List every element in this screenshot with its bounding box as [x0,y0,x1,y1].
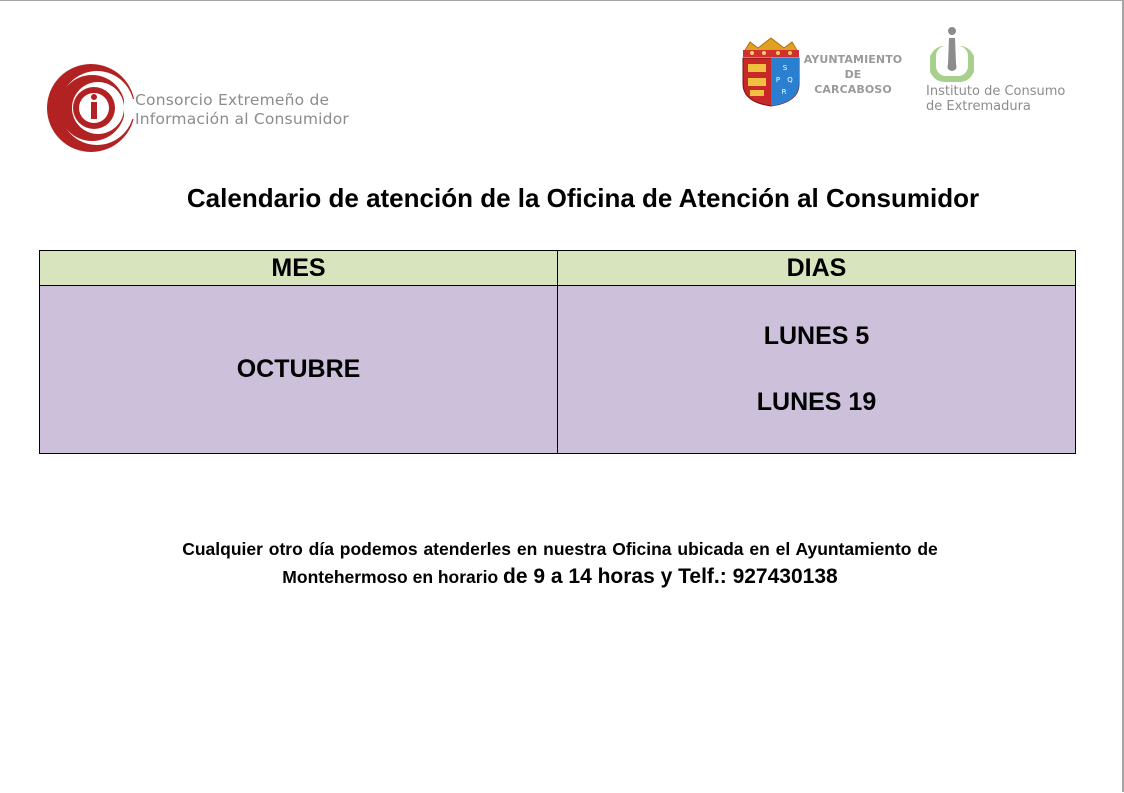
ayuntamiento-line3: CARCABOSO [814,83,892,96]
consorcio-name-line2: Información al Consumidor [135,110,349,128]
svg-text:S: S [782,64,788,72]
day-item: LUNES 5 [763,322,870,350]
ayuntamiento-line2: DE [844,68,862,81]
consorcio-i-icon [44,64,144,154]
instituto-consumo-icon [922,24,982,84]
instituto-line2: de Extremadura [926,99,1031,114]
month-cell: OCTUBRE [40,286,558,454]
page-title: Calendario de atención de la Oficina de Atención al Consumidor [186,183,980,213]
coat-of-arms-icon [740,36,802,108]
consorcio-name-line1: Consorcio Extremeño de [135,91,330,109]
footer-hours-phone: de 9 a 14 horas y Telf.: 927430138 [503,565,838,588]
footer-line1: Cualquier otro día podemos atenderles en nuestra Oficina ubicada en el Ayuntamiento de [182,539,938,559]
consorcio-logo [44,64,384,154]
svg-text:Q: Q [787,76,793,84]
table-row [40,286,1076,454]
day-item: LUNES 19 [756,388,877,416]
svg-text:R: R [781,88,787,96]
header-dias: DIAS [558,251,1076,286]
footer-line2-start: Montehermoso en horario [282,567,499,587]
svg-text:P: P [775,76,781,84]
table-header-row [40,251,1076,286]
header-mes: MES [40,251,558,286]
days-cell [558,286,1076,454]
instituto-line1: Instituto de Consumo [926,84,1066,99]
calendar-table [39,250,1076,454]
footer-note [100,536,1020,591]
instituto-logo [922,24,1092,120]
ayuntamiento-logo [740,36,910,108]
footer-line2 [100,563,1020,591]
ayuntamiento-line1: AYUNTAMIENTO [803,53,903,66]
